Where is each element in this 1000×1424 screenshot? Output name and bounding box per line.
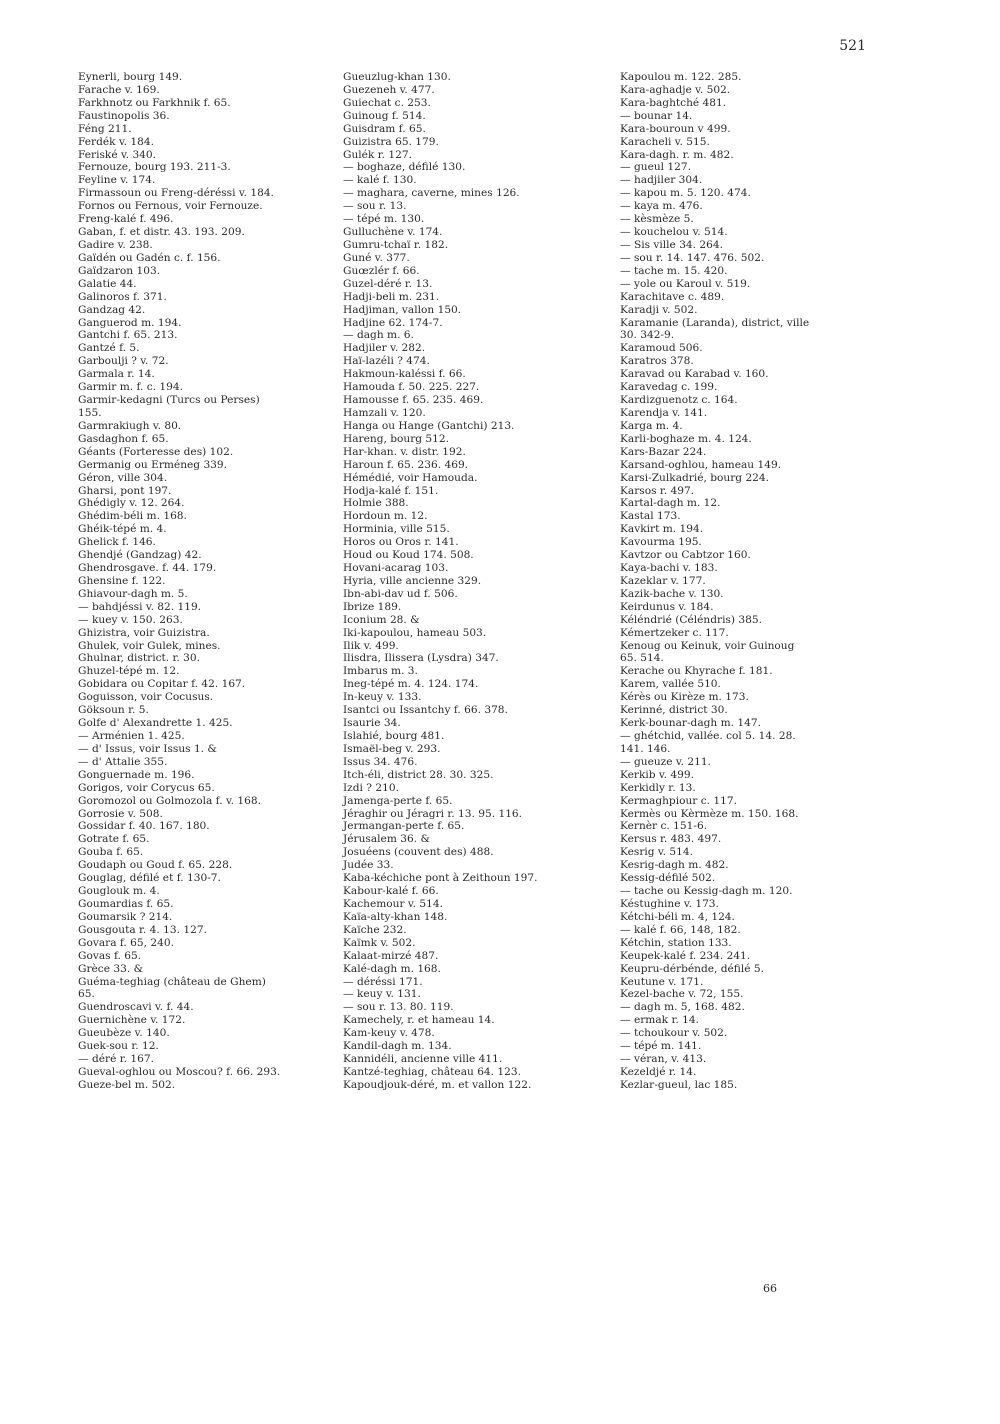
index-entry: Gasdaghon f. 65. (78, 432, 169, 445)
index-entry: Fornos ou Fernous, voir Fernouze. (78, 200, 263, 213)
index-entry: Karsand-oghlou, hameau 149. (620, 458, 782, 471)
index-entry: Gulék r. 127. (343, 148, 412, 161)
index-entry: Gossidar f. 40. 167. 180. (78, 820, 210, 833)
index-entry: — dagh m. 6. (343, 329, 414, 342)
index-entry: 155. (78, 406, 102, 419)
index-entry: Iki-kapoulou, hameau 503. (343, 626, 487, 639)
index-entry: Guek-sou r. 12. (78, 1040, 159, 1053)
index-entry: — tache m. 15. 420. (620, 264, 728, 277)
index-entry: Ghendjé (Gandzag) 42. (78, 549, 202, 562)
index-entry: — bounar 14. (620, 109, 693, 122)
index-entry: Guœzlér f. 66. (343, 264, 420, 277)
index-entry: Kannidéli, ancienne ville 411. (343, 1053, 503, 1066)
index-entry: Ghéik-tépé m. 4. (78, 523, 167, 536)
index-entry: Kalaat-mirzé 487. (343, 949, 439, 962)
index-entry: Gantchi f. 65. 213. (78, 329, 178, 342)
index-entry: Karga m. 4. (620, 419, 683, 432)
index-entry: Kartal-dagh m. 12. (620, 497, 721, 510)
index-entry: Kaïmk v. 502. (343, 936, 416, 949)
index-entry: Garmir-kedagni (Turcs ou Perses) (78, 394, 260, 407)
index-entry: — Sis ville 34. 264. (620, 238, 723, 251)
index-entry: — tchoukour v. 502. (620, 1027, 728, 1040)
index-entry: Kastal 173. (620, 510, 681, 523)
index-entry: Galatie 44. (78, 277, 137, 290)
index-entry: Hadjiler v. 282. (343, 342, 426, 355)
index-entry: Judée 33. (343, 859, 394, 872)
index-entry: Jermangan-perte f. 65. (343, 820, 465, 833)
index-entry: Karamoud 506. (620, 342, 703, 355)
index-entry: Jamenga-perte f. 65. (343, 794, 453, 807)
index-entry: — kouchelou v. 514. (620, 226, 728, 239)
index-entry: Kantzé-teghiag, château 64. 123. (343, 1065, 521, 1078)
index-entry: Karacheli v. 515. (620, 135, 710, 148)
index-entry: Karendja v. 141. (620, 406, 708, 419)
index-entry: Kermaghpiour c. 117. (620, 794, 737, 807)
index-entry: Kazeklar v. 177. (620, 574, 706, 587)
index-entry: Kara-bouroun v 499. (620, 122, 731, 135)
index-entry: Ghendrosgave. f. 44. 179. (78, 562, 217, 575)
index-entry: Goguisson, voir Cocusus. (78, 691, 214, 704)
index-entry: — maghara, caverne, mines 126. (343, 187, 520, 200)
index-entry: Gousgouta r. 4. 13. 127. (78, 923, 207, 936)
index-entry: Goumardias f. 65. (78, 898, 174, 910)
index-entry: Kara-aghadje v. 502. (620, 83, 731, 96)
index-entry: — déré r. 167. (78, 1053, 154, 1066)
index-entry: Ferdék v. 184. (78, 135, 154, 148)
index-entry: Goumarsik ? 214. (78, 910, 173, 923)
index-entry: Kezel-bache v. 72, 155. (620, 988, 744, 1001)
index-entry: Gotrate f. 65. (78, 833, 150, 846)
index-entry: — kaya m. 476. (620, 200, 703, 213)
index-entry: Ibrize 189. (343, 600, 402, 613)
index-entry: Gaban, f. et distr. 43. 193. 209. (78, 226, 245, 239)
index-entry: Goromozol ou Golmozola f. v. 168. (78, 794, 261, 807)
index-entry: Kérès ou Kirèze m. 173. (620, 691, 749, 704)
index-entry: Géron, ville 304. (78, 471, 168, 484)
index-entry: Garmir m. f. c. 194. (78, 381, 184, 394)
index-entry: Ghulnar, district. r. 30. (78, 652, 200, 665)
index-entry: Kapoulou m. 122. 285. (620, 71, 742, 83)
index-entry: Karachitave c. 489. (620, 290, 725, 303)
index-entry: In-keuy v. 133. (343, 691, 422, 704)
index-entry: — ermak r. 14. (620, 1014, 699, 1027)
index-entry: — déréssi 171. (343, 975, 423, 988)
index-entry: — yole ou Karoul v. 519. (620, 277, 751, 290)
index-entry: Kara-dagh. r. m. 482. (620, 148, 734, 161)
index-entry: Kessig-défilé 502. (620, 872, 716, 885)
index-entry: Golfe d' Alexandrette 1. 425. (78, 717, 233, 730)
index-entry: Karli-boghaze m. 4. 124. (620, 432, 752, 445)
index-entry: Ineg-tépé m. 4. 124. 174. (343, 678, 479, 691)
index-entry: Gueval-oghlou ou Moscou? f. 66. 293. (78, 1065, 281, 1078)
index-entry: Hadji-beli m. 231. (343, 290, 440, 303)
index-entry: — bahdjéssi v. 82. 119. (78, 600, 202, 613)
index-entry: Kavkirt m. 194. (620, 523, 704, 536)
index-entry: Guisdram f. 65. (343, 122, 426, 135)
index-entry: Horminia, ville 515. (343, 523, 450, 536)
index-entry: — sou r. 13. 80. 119. (343, 1001, 454, 1014)
index-entry: Imbarus m. 3. (343, 665, 418, 678)
index-entry: Hamousse f. 65. 235. 469. (343, 394, 484, 407)
index-entry: — kèsmèze 5. (620, 213, 694, 226)
index-entry: Grèce 33. & (78, 962, 144, 975)
index-entry: Karem, vallée 510. (620, 678, 721, 691)
index-entry: Hakmoun-kaléssi f. 66. (343, 368, 466, 381)
index-entry: Kenoug ou Keinuk, voir Guinoug (620, 639, 795, 652)
index-entry: Firmassoun ou Freng-déréssi v. 184. (78, 187, 274, 200)
index-entry: Hovani-acarag 103. (343, 562, 449, 575)
index-entry: — d' Attalie 355. (78, 755, 168, 768)
index-entry: Gorrosie v. 508. (78, 807, 163, 820)
index-entry: Govara f. 65, 240. (78, 936, 174, 949)
index-entry: — ghétchid, vallée. col 5. 14. 28. (620, 730, 796, 743)
index-entry: Hémédié, voir Hamouda. (343, 471, 478, 484)
index-entry: Kara-baghtché 481. (620, 96, 727, 109)
index-entry: Göksoun r. 5. (78, 704, 149, 717)
index-entry: Har-khan. v. distr. 192. (343, 445, 466, 458)
index-entry: Fernouze, bourg 193. 211-3. (78, 161, 231, 174)
index-entry: Kémertzeker c. 117. (620, 626, 729, 639)
index-entry: Gorigos, voir Corycus 65. (78, 781, 215, 794)
index-entry: Karsos r. 497. (620, 484, 695, 497)
index-entry: Guéma-teghiag (château de Ghem) (78, 975, 266, 988)
index-entry: Kaba-kéchiche pont à Zeithoun 197. (343, 872, 538, 885)
index-entry: Kerache ou Khyrache f. 181. (620, 665, 773, 678)
index-entry: Kesrig v. 514. (620, 846, 693, 859)
index-entry: 65. (78, 988, 95, 1001)
index-entry: Karadji v. 502. (620, 303, 698, 316)
index-entry: Hamzali v. 120. (343, 406, 426, 419)
page-number: 521 (839, 38, 866, 54)
index-entry: — kuey v. 150. 263. (78, 613, 183, 626)
index-entry: Jéraghir ou Jéragri r. 13. 95. 116. (343, 807, 523, 820)
index-entry: — dagh m. 5, 168. 482. (620, 1001, 745, 1014)
index-entry: Kam-keuy v. 478. (343, 1027, 435, 1040)
index-entry: — gueuze v. 211. (620, 755, 711, 768)
index-entry: Goudaph ou Goud f. 65. 228. (78, 859, 233, 872)
index-entry: Farkhnotz ou Farkhnik f. 65. (78, 96, 231, 109)
index-entry: Feriské v. 340. (78, 148, 157, 161)
index-entry: — kapou m. 5. 120. 474. (620, 187, 751, 200)
index-entry: Feyline v. 174. (78, 174, 156, 187)
index-entry: Kétchin, station 133. (620, 936, 732, 949)
index-entry: — véran, v. 413. (620, 1053, 707, 1066)
index-entry: Kamechely, r. et hameau 14. (343, 1014, 495, 1027)
index-entry: Garmala r. 14. (78, 368, 155, 381)
index-entry: Kerkib v. 499. (620, 768, 694, 781)
index-entry: Gonguernade m. 196. (78, 768, 195, 781)
index-entry: Ghensine f. 122. (78, 574, 166, 587)
index-entry: — Arménien 1. 425. (78, 730, 185, 743)
index-entry: — sou r. 13. (343, 200, 407, 213)
index-entry: Gantzé f. 5. (78, 342, 140, 355)
index-entry: Gouba f. 65. (78, 846, 144, 859)
index-entry: Gouglouk m. 4. (78, 885, 160, 898)
index-entry: Ghizistra, voir Guizistra. (78, 626, 210, 639)
index-entry: Farache v. 169. (78, 83, 160, 96)
index-entry: 65. 514. (620, 652, 664, 665)
index-entry: Gadire v. 238. (78, 238, 153, 251)
index-entry: Féng 211. (78, 122, 132, 135)
index-entry: Kéléndrié (Céléndris) 385. (620, 613, 762, 626)
index-entry: Karavedag c. 199. (620, 381, 718, 394)
index-entry: Isantci ou Issantchy f. 66. 378. (343, 704, 508, 717)
index-entry: Géants (Forteresse des) 102. (78, 445, 234, 458)
index-entry: Ganguerod m. 194. (78, 316, 182, 329)
index-entry: Jérusalem 36. & (343, 833, 430, 846)
index-entry: Eynerli, bourg 149. (78, 71, 183, 83)
index-entry: Kaïa-alty-khan 148. (343, 910, 448, 923)
index-entry: Karatros 378. (620, 355, 694, 368)
index-entry: Galinoros f. 371. (78, 290, 167, 303)
index-entry: Ghiavour-dagh m. 5. (78, 587, 188, 600)
index-entry: Faustinopolis 36. (78, 109, 170, 122)
index-entry: Kazik-bache v. 130. (620, 587, 724, 600)
index-entry: Gulluchène v. 174. (343, 226, 443, 239)
index-entry: — tache ou Kessig-dagh m. 120. (620, 885, 793, 898)
index-entry: Guernichène v. 172. (78, 1014, 186, 1027)
index-entry: Itch-éli, district 28. 30. 325. (343, 768, 494, 781)
index-entry: Islahié, bourg 481. (343, 730, 445, 743)
index-entry: Keutune v. 171. (620, 975, 704, 988)
index-entry: — hadjiler 304. (620, 174, 703, 187)
index-entry: Karamanie (Laranda), district, ville (620, 316, 810, 329)
index-entry: Karsi-Zulkadrié, bourg 224. (620, 471, 770, 484)
index-entry: Gaïdzaron 103. (78, 264, 161, 277)
index-entry: Ibn-abi-dav ud f. 506. (343, 587, 458, 600)
index-entry: Kars-Bazar 224. (620, 445, 707, 458)
index-entry: Kardizguenotz c. 164. (620, 394, 738, 407)
index-entry: Govas f. 65. (78, 949, 142, 962)
index-entry: Kersus r. 483. 497. (620, 833, 722, 846)
index-entry: Kavourma 195. (620, 536, 702, 549)
index-entry: Issus 34. 476. (343, 755, 418, 768)
index-column-1 (78, 71, 328, 1092)
index-entry: Keupru-dérbénde, défilé 5. (620, 962, 764, 975)
index-entry: Guiechat c. 253. (343, 96, 431, 109)
index-entry: Ilik v. 499. (343, 639, 399, 652)
index-column-3 (620, 71, 880, 1092)
index-entry: Gueubèze v. 140. (78, 1027, 170, 1040)
index-entry: Kermès ou Kèrmèze m. 150. 168. (620, 807, 799, 820)
index-entry: Kesrig-dagh m. 482. (620, 859, 729, 872)
index-entry: Ismaël-beg v. 293. (343, 742, 441, 755)
index-entry: Kerkidly r. 13. (620, 781, 696, 794)
index-entry: — boghaze, défilé 130. (343, 161, 466, 174)
index-entry: Houd ou Koud 174. 508. (343, 549, 474, 562)
index-entry: Ghulek, voir Gulek, mines. (78, 639, 221, 652)
index-entry: Kachemour v. 514. (343, 898, 443, 910)
index-entry: Kétchi-béli m. 4, 124. (620, 910, 735, 923)
index-entry: — tépé m. 141. (620, 1040, 702, 1053)
index-column-2 (343, 71, 613, 1092)
index-entry: Freng-kalé f. 496. (78, 213, 174, 226)
index-entry: Kavtzor ou Cabtzor 160. (620, 549, 751, 562)
index-entry: Horos ou Oros r. 141. (343, 536, 459, 549)
index-entry: Ghuzel-tépé m. 12. (78, 665, 180, 678)
index-entry: Kezeldjé r. 14. (620, 1065, 697, 1078)
index-entry: Ilisdra, Ilissera (Lysdra) 347. (343, 652, 499, 665)
index-entry: Iconium 28. & (343, 613, 420, 626)
index-entry: — keuy v. 131. (343, 988, 421, 1001)
index-entry: 141. 146. (620, 742, 671, 755)
index-entry: Isaurie 34. (343, 717, 401, 730)
index-entry: Haï-lazéli ? 474. (343, 355, 430, 368)
index-entry: Keupek-kalé f. 234. 241. (620, 949, 751, 962)
index-entry: — tépé m. 130. (343, 213, 425, 226)
index-entry: Kaïche 232. (343, 923, 407, 936)
index-entry: Hyria, ville ancienne 329. (343, 574, 482, 587)
index-entry: — sou r. 14. 147. 476. 502. (620, 251, 765, 264)
index-entry: — kalé f. 130. (343, 174, 417, 187)
index-entry: Holmie 388. (343, 497, 409, 510)
index-entry: Guzel-déré r. 13. (343, 277, 433, 290)
index-entry: Hareng, bourg 512. (343, 432, 450, 445)
index-entry: — kalé f. 66, 148, 182. (620, 923, 741, 936)
index-entry: Izdi ? 210. (343, 781, 399, 794)
index-entry: Kapoudjouk-déré, m. et vallon 122. (343, 1078, 532, 1091)
index-entry: 30. 342-9. (620, 329, 675, 342)
index-entry: Kerinné, district 30. (620, 704, 728, 717)
index-entry: Ghédim-béli m. 168. (78, 510, 187, 523)
index-entry: Garboulji ? v. 72. (78, 355, 169, 368)
index-entry: Guinoug f. 514. (343, 109, 426, 122)
index-entry: Kaya-bachi v. 183. (620, 562, 718, 575)
index-entry: Josuéens (couvent des) 488. (343, 846, 494, 859)
index-entry: Ghédigly v. 12. 264. (78, 497, 185, 510)
index-entry: Guezeneh v. 477. (343, 83, 435, 96)
index-entry: Késtughine v. 173. (620, 898, 719, 910)
index-entry: Gaïdén ou Gadén c. f. 156. (78, 251, 221, 264)
index-entry: Guné v. 377. (343, 251, 410, 264)
index-entry: Guizistra 65. 179. (343, 135, 439, 148)
signature-mark: 66 (763, 1282, 777, 1295)
index-entry: Hordoun m. 12. (343, 510, 428, 523)
index-entry: Kerk-bounar-dagh m. 147. (620, 717, 761, 730)
index-entry: Gouglag, défilé et f. 130-7. (78, 872, 221, 885)
index-entry: Hamouda f. 50. 225. 227. (343, 381, 480, 394)
index-entry: Hodja-kalé f. 151. (343, 484, 439, 497)
index-entry: Hadjine 62. 174-7. (343, 316, 443, 329)
index-entry: Gueze-bel m. 502. (78, 1078, 176, 1091)
index-entry: Gandzag 42. (78, 303, 146, 316)
index-entry: Kalé-dagh m. 168. (343, 962, 441, 975)
index-entry: — d' Issus, voir Issus 1. & (78, 742, 217, 755)
index-entry: Keirdunus v. 184. (620, 600, 714, 613)
index-entry: Garmrakiugh v. 80. (78, 419, 182, 432)
index-entry: Gueuzlug-khan 130. (343, 71, 451, 83)
index-entry: Hadjiman, vallon 150. (343, 303, 462, 316)
index-entry: Karavad ou Karabad v. 160. (620, 368, 769, 381)
index-entry: Ghelick f. 146. (78, 536, 156, 549)
index-entry: Gharsi, pont 197. (78, 484, 172, 497)
index-entry: Kabour-kalé f. 66. (343, 885, 439, 898)
index-entry: Hanga ou Hange (Gantchi) 213. (343, 419, 515, 432)
index-entry: Haroun f. 65. 236. 469. (343, 458, 469, 471)
index-entry: Guendroscavi v. f. 44. (78, 1001, 194, 1014)
index-entry: Kandil-dagh m. 134. (343, 1040, 452, 1053)
index-entry: Gumru-tchaï r. 182. (343, 238, 449, 251)
index-entry: Kernèr c. 151-6. (620, 820, 708, 833)
index-entry: Kezlar-gueul, lac 185. (620, 1078, 738, 1091)
index-entry: Gobidara ou Copitar f. 42. 167. (78, 678, 246, 691)
index-entry: — gueul 127. (620, 161, 692, 174)
index-entry: Germanig ou Erméneg 339. (78, 458, 228, 471)
